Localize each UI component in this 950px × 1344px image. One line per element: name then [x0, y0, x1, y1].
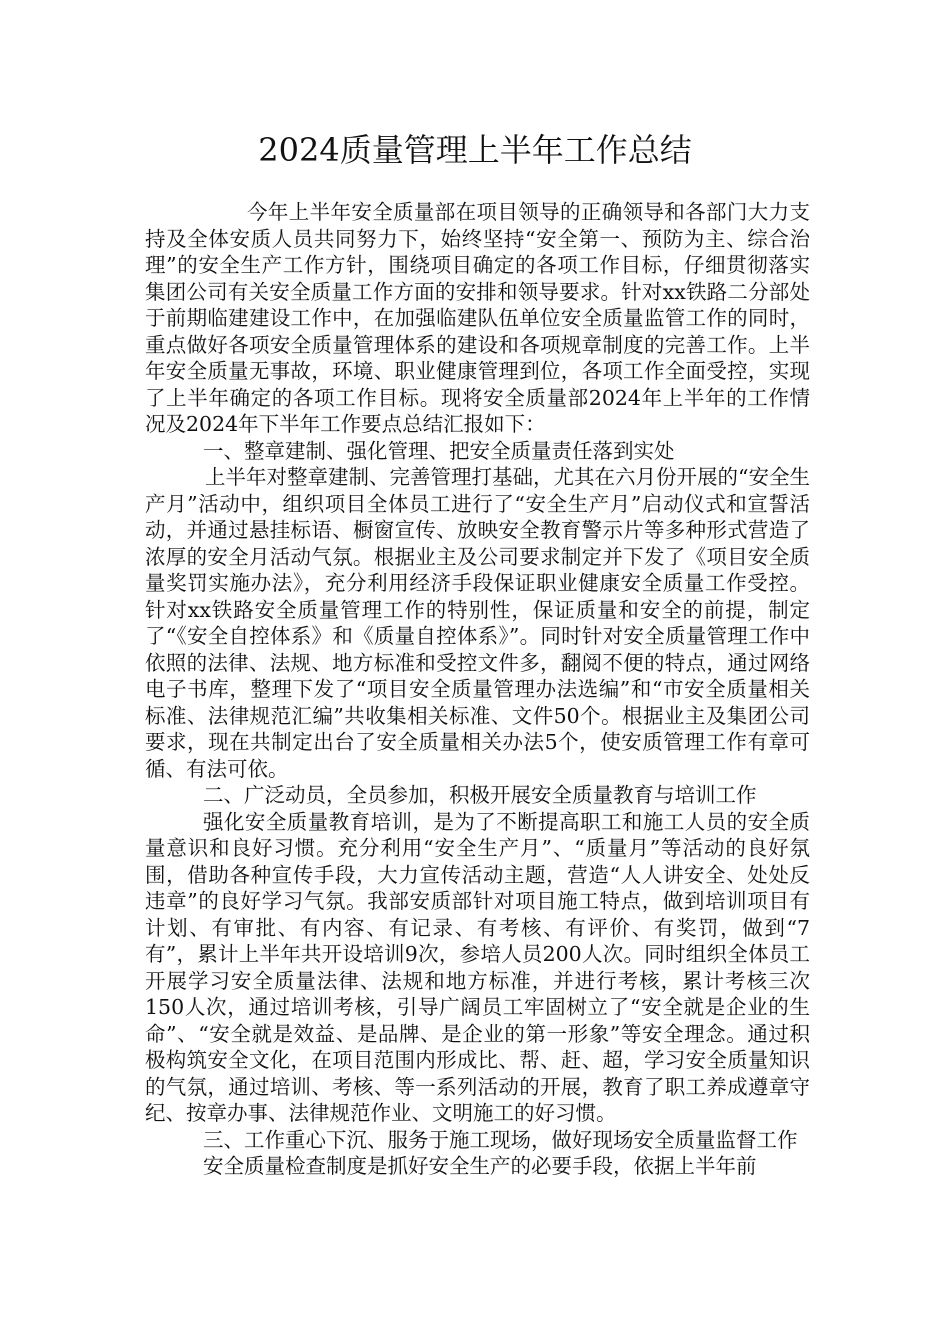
intro-paragraph: 今年上半年安全质量部在项目领导的正确领导和各部门大力支持及全体安质人员共同努力下，始终坚持“安全第一、预防为主、综合治理”的安全生产工作方针，围绕项目确定的各项工作目标，仔细贯彻落实集团公司有关安全质量工作方面的安排和领导要求。针对xx铁路二分部处于前期临建建设工作中，在加强临建队伍单位安全质量监管工作的同时，重点做好各项安全质量管理体系的建设和各项规章制度的完善工作。上半年安全质量无事故，环境、职业健康管理到位，各项工作全面受控，实现了上半年确定的各项工作目标。现将安全质量部2024年上半年的工作情况及2024年下半年工作要点总结汇报如下： [145, 200, 810, 436]
section-3-paragraph: 安全质量检查制度是抓好安全生产的必要手段，依据上半年前 [203, 1154, 757, 1178]
document-title: 2024质量管理上半年工作总结 [258, 131, 692, 169]
section-heading-3: 三、工作重心下沉、服务于施工现场，做好现场安全质量监督工作 [203, 1127, 798, 1152]
document-body [145, 199, 810, 1180]
section-heading-1: 一、整章建制、强化管理、把安全质量责任落到实处 [203, 438, 675, 463]
section-1-paragraph: 上半年对整章建制、完善管理打基础，尤其在六月份开展的“安全生产月”活动中，组织项目全体员工进行了“安全生产月”启动仪式和宣誓活动，并通过悬挂标语、橱窗宣传、放映安全教育警示片等多种形式营造了浓厚的安全月活动气氛。根据业主及公司要求制定并下发了《项目安全质量奖罚实施办法》，充分利用经济手段保证职业健康安全质量工作受控。针对xx铁路安全质量管理工作的特别性，保证质量和安全的前提，制定了“《安全自控体系》和《质量自控体系》”。同时针对安全质量管理工作中依照的法律、法规、地方标准和受控文件多，翻阅不便的特点，通过网络电子书库，整理下发了“项目安全质量管理办法选编”和“市安全质量相关标准、法律规范汇编”共收集相关标准、文件50个。根据业主及集团公司要求，现在共制定出台了安全质量相关办法5个，使安质管理工作有章可循、有法可依。 [145, 465, 810, 781]
section-heading-2: 二、广泛动员，全员参加，积极开展安全质量教育与培训工作 [203, 783, 757, 807]
section-2-paragraph: 强化安全质量教育培训，是为了不断提高职工和施工人员的安全质量意识和良好习惯。充分利用“安全生产月”、“质量月”等活动的良好氛围，借助各种宣传手段，大力宣传活动主题，营造“人人讲安全、处处反违章”的良好学习气氛。我部安质部针对项目施工特点，做到培训项目有计划、有审批、有内容、有记录、有考核、有评价、有奖罚，做到“7有”，累计上半年共开设培训9次，参培人员200人次。同时组织全体员工开展学习安全质量法律、法规和地方标准，并进行考核，累计考核三次150人次，通过培训考核，引导广阔员工牢固树立了“安全就是企业的生命”、“安全就是效益、是品牌、是企业的第一形象”等安全理念。通过积极构筑安全文化，在项目范围内形成比、帮、赶、超，学习安全质量知识的气氛，通过培训、考核、等一系列活动的开展，教育了职工养成遵章守纪、按章办事、法律规范作业、文明施工的好习惯。 [145, 809, 810, 1125]
